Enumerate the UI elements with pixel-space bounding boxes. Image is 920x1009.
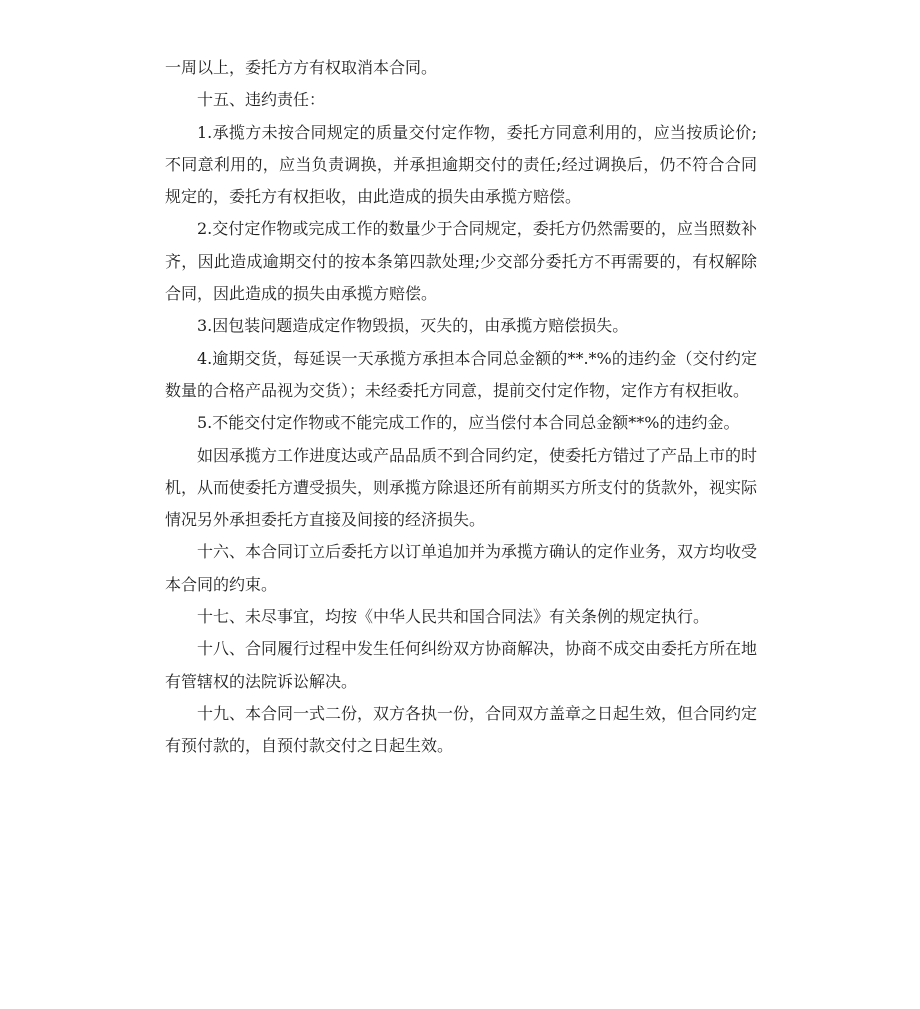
section-18: 十八、合同履行过程中发生任何纠纷双方协商解决，协商不成交由委托方所在地有管辖权的法院诉讼解决。 bbox=[165, 639, 758, 691]
clause-item-3: 3.因包装问题造成定作物毁损，灭失的，由承揽方赔偿损失。 bbox=[197, 316, 629, 336]
clause-item-5: 5.不能交付定作物或不能完成工作的，应当偿付本合同总金额**%的违约金。 bbox=[197, 413, 740, 433]
section-17: 十七、未尽事宜，均按《中华人民共和国合同法》有关条例的规定执行。 bbox=[197, 607, 710, 627]
clause-item-1: 1.承揽方未按合同规定的质量交付定作物，委托方同意利用的，应当按质论价;不同意利用的，应当负责调换，并承担逾期交付的责任;经过调换后，仍不符合合同规定的，委托方有权拒收，由此造成的损失由承揽方赔偿。 bbox=[165, 122, 757, 207]
section-19: 十九、本合同一式二份，双方各执一份，合同双方盖章之日起生效，但合同约定有预付款的，自预付款交付之日起生效。 bbox=[165, 703, 758, 756]
clause-item-2: 2.交付定作物或完成工作的数量少于合同规定，委托方仍然需要的，应当照数补齐，因此造成逾期交付的按本条第四款处理;少交部分委托方不再需要的，有权解除合同，因此造成的损失由承揽方赔偿。 bbox=[165, 219, 757, 304]
continuation-text: 一周以上，委托方方有权取消本合同。 bbox=[165, 58, 438, 77]
section-16: 十六、本合同订立后委托方以订单追加并为承揽方确认的定作业务，双方均收受本合同的约束。 bbox=[165, 542, 758, 594]
clause-item-4: 4.逾期交货，每延误一天承揽方承担本合同总金额的**.*%的违约金（交付约定数量的合格产品视为交货）；未经委托方同意，提前交付定作物，定作方有权拒收。 bbox=[165, 348, 757, 400]
document-body bbox=[165, 52, 757, 763]
section-heading-breach-liability: 十五、违约责任： bbox=[197, 90, 326, 110]
clause-supplement: 如因承揽方工作进度达或产品品质不到合同约定，使委托方错过了产品上市的时机，从而使委托方遭受损失，则承揽方除退还所有前期买方所支付的货款外，视实际情况另外承担委托方直接及间接的经济损失。 bbox=[165, 445, 758, 530]
